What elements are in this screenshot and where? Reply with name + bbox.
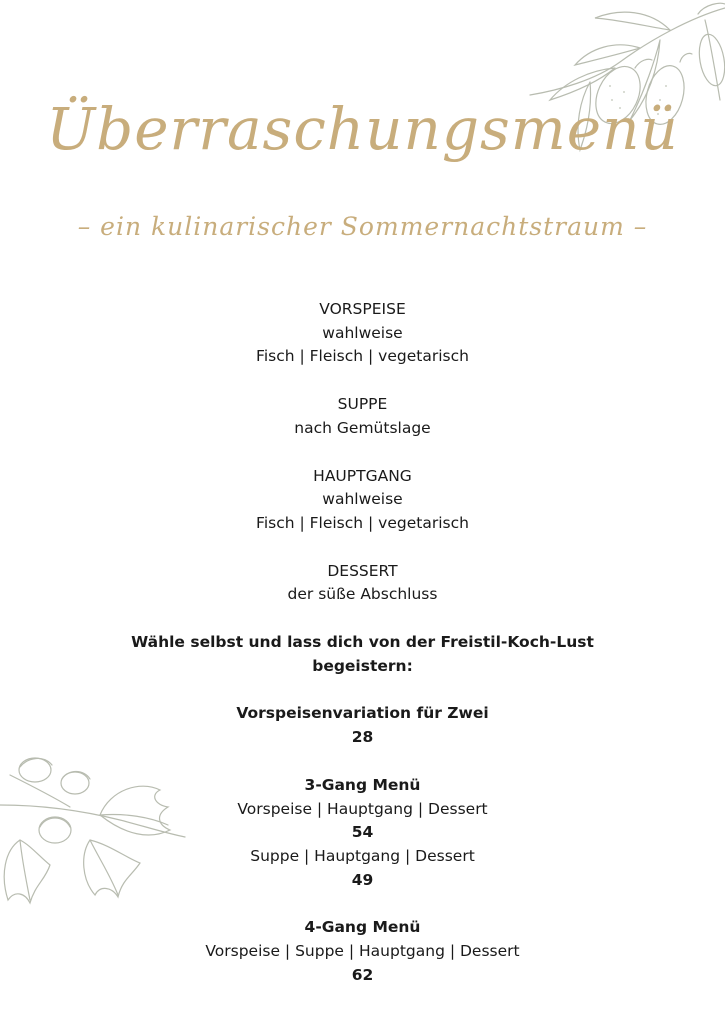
offer-option: Vorspeise | Hauptgang | Dessert: [237, 799, 488, 818]
course-line: nach Gemütslage: [294, 418, 431, 437]
offer-title: 3-Gang Menü: [304, 775, 421, 794]
course-line: wahlweise: [322, 323, 403, 342]
menu-subtitle: – ein kulinarischer Sommernachtstraum –: [77, 212, 648, 241]
offer-title: Vorspeisenvariation für Zwei: [236, 704, 489, 723]
course-name: VORSPEISE: [319, 300, 406, 318]
offer-option: Vorspeise | Suppe | Hauptgang | Dessert: [205, 942, 520, 961]
course-name: HAUPTGANG: [313, 466, 412, 485]
course-line: Fisch | Fleisch | vegetarisch: [256, 513, 469, 532]
course-line: wahlweise: [322, 490, 403, 509]
offer-price: 28: [351, 728, 374, 747]
menu-content: [0, 298, 725, 987]
course-line: der süße Abschluss: [287, 585, 438, 604]
course-line: Fisch | Fleisch | vegetarisch: [256, 347, 469, 366]
offer-title: 4-Gang Menü: [304, 918, 421, 937]
course-name: SUPPE: [337, 395, 388, 414]
invite-text: Wähle selbst und lass dich von der Freistil-Koch-Lust: [131, 633, 594, 652]
offer-price: 49: [351, 870, 374, 889]
offer-price: 54: [351, 823, 374, 842]
menu-title: Überraschungsmenü: [46, 95, 679, 163]
course-name: DESSERT: [327, 561, 398, 580]
offer-option: Suppe | Hauptgang | Dessert: [250, 846, 475, 865]
invite-text: begeistern:: [312, 656, 413, 675]
offer-price: 62: [351, 965, 374, 984]
